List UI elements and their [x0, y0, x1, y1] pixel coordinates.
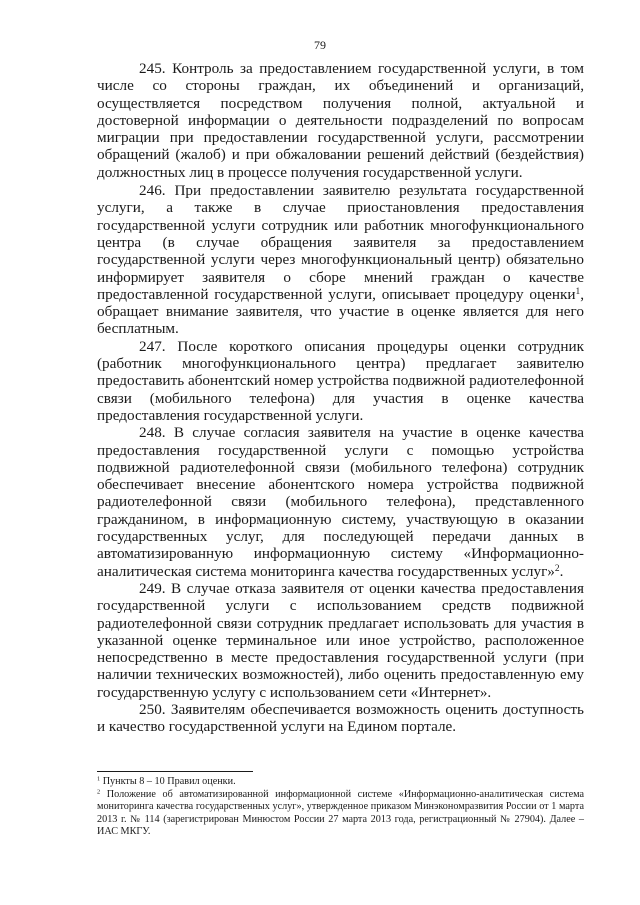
paragraph-text: 250. Заявителям обеспечивается возможность оценить доступность и качество государственной услуги на Едином портале.	[97, 700, 584, 736]
footnote-1	[97, 776, 584, 789]
footnote-marker: 2	[97, 788, 101, 796]
paragraph-250	[97, 701, 584, 736]
footnote-ref-2[interactable]: 2	[554, 563, 560, 574]
footnote-2	[97, 789, 584, 839]
paragraph-248	[97, 424, 584, 580]
paragraph-text-continued: .	[559, 562, 564, 580]
page-number: 79	[314, 38, 326, 52]
footnote-divider	[97, 771, 253, 772]
paragraph-text: 247. После короткого описания процедуры оценки сотрудник (работник многофункционального центра) предлагает заявителю предоставить абонентский номер устройства подвижной радиотелефонной связи (мобильного телефона) для участия в оценке качества предоставления государственной услуги.	[97, 337, 584, 424]
paragraph-245	[97, 60, 584, 181]
footnote-ref-1[interactable]: 1	[575, 286, 581, 297]
paragraph-247	[97, 338, 584, 424]
paragraph-text: 249. В случае отказа заявителя от оценки качества предоставления государственной услуги с использованием средств подвижной радиотелефонной связи сотрудник предлагает использовать для участия в указанной оценке терминальное или иное устройство, расположенное непосредственно в месте предоставления государственной услуги (при наличии технических возможностей), либо оценить предоставленную ему государственную услугу с использованием сети «Интернет».	[97, 579, 584, 701]
footnote-text: Положение об автоматизированной информационной системе «Информационно-аналитическая система мониторинга качества государственных услуг», утвержденное приказом Минэкономразвития России от 1 марта 2013 г. № 114 (зарегистрирован Минюстом России 27 марта 2013 года, регистрационный № 27904). Далее – ИАС МКГУ.	[97, 788, 584, 838]
paragraph-text-continued: , обращает внимание заявителя, что участие в оценке является для него бесплатным.	[97, 285, 584, 338]
paragraph-text: 245. Контроль за предоставлением государственной услуги, в том числе со стороны граждан, их объединений и организаций, осуществляется посредством получения полной, актуальной и достоверной информации о деятельности подразделений по вопросам миграции при предоставлении государственной услуги, рассмотрении обращений (жалоб) и при обжаловании решений действий (бездействия) должностных лиц в процессе получения государственной услуги.	[97, 60, 584, 181]
body-text	[97, 60, 584, 736]
paragraph-text: 246. При предоставлении заявителю результата государственной услуги, а также в случае приостановления предоставления государственной услуги сотрудник или работник многофункционального центра (в случае обращения заявителя за предоставлением государственной услуги через многофункциональный центр) обязательно информирует заявителя о сборе мнений граждан о качестве предоставленной государственной услуги, описывает процедуру оценки	[97, 182, 584, 303]
paragraph-249	[97, 580, 584, 701]
paragraph-246	[97, 182, 584, 338]
footnote-text: Пункты 8 – 10 Правил оценки.	[102, 776, 236, 787]
footnote-marker: 1	[97, 775, 101, 783]
paragraph-text: 248. В случае согласия заявителя на участие в оценке качества предоставления государственной услуги с помощью устройства подвижной радиотелефонной связи (мобильного телефона) сотрудник обеспечивает внесение абонентского номера устройства подвижной радиотелефонной связи (мобильного телефона), представленного гражданином, в информационную систему, участвующую в оказании государственных услуг, для последующей передачи данных в автоматизированную информационную систему «Информационно-аналитическая система мониторинга качества государственных услуг»	[97, 424, 584, 580]
footnotes	[97, 776, 584, 839]
